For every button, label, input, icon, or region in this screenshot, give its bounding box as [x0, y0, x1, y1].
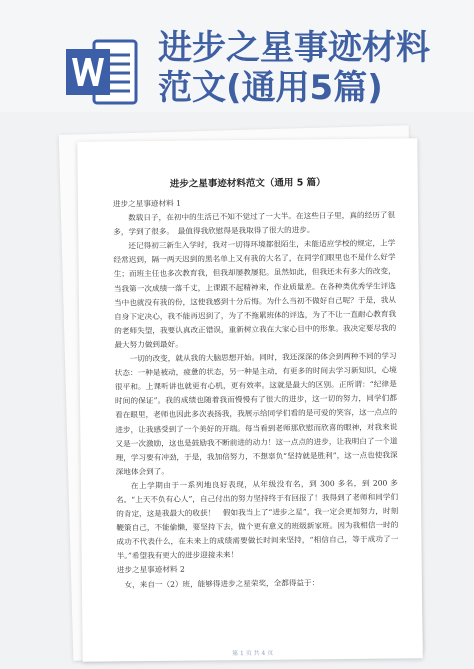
- paragraph: 数载日子，在初中的生活已不知不觉过了一大半。在这些日子里，真的经历了很多，学到了很多。 最值得我欣慰得是我取得了很大的进步。: [113, 210, 396, 237]
- paragraph: 女，来自一（2）班，能够得进步之星荣奖，全都得益于：: [116, 577, 320, 589]
- word-document-icon: [64, 35, 144, 113]
- document-body: [113, 194, 399, 592]
- paragraph: 还记得初三新生入学时，我对一切得环境都很陌生，未能适应学校的规定，上学经常迟到，隔一两天迟到的黑名单上又有我的大名了，在同学们眼里也不是什么好学生；而班主任也多次教育我，但我却屡教屡犯。虽然如此，但我还未有多大的改变，当我第一次成绩一落千丈，上课跟不起精神来，作业质量差。在各种类优秀学生评选当中也就没有我的份，这使我感到十分后悔。为什么当初不做好自己呢？于是，我从自身下定决心，我不能再迟到了，为了不拖累班体的评选，为了不让一直耐心教育我的老师失望，我要认真改正错误，重新树立我在大家心目中的形象。我决定要尽我的最大努力做到最好。: [113, 238, 397, 350]
- section-label-2: 进步之星事迹材料 2: [116, 565, 185, 575]
- page-title: 进步之星事迹材料范文（通用 5 篇）: [169, 177, 326, 190]
- title-line-1: 进步之星事迹材料: [158, 28, 430, 68]
- header-banner: [0, 0, 474, 112]
- paragraph: 一切的改变，就从我的大脑思想开始。同时，我还深深的体会到两种不同的学习状态：一种是被动，疲惫的状态，另一种是主动，有更多的时间去学习新知识，心境很平和。上课听讲也就更有心机，更有效率。这就是最大的区别。正所谓：“纪律是时间的保证”。我的成绩也随着我而慢慢有了很大的进步，这一切的努力，同学们都看在眼里，老师也因此多次表扬我，我展示给同学们看的是可爱的笑容，这一点点的进步，让我感受到了一个美好的开端。每当看到老师那欣慰而欣喜的眼神，对我来说又是一次激励，这也是鼓励我不断前进的动力！这一点点的进步，让我明白了一个道理，学习要有冲劲，于是，我加倍努力，不想辜负“坚持就是胜利”，这一点也使我深深地体会到了。: [114, 351, 398, 477]
- title-line-2: 范文(通用5篇): [158, 68, 383, 108]
- section-label-1: 进步之星事迹材料 1: [112, 198, 181, 209]
- paragraph: 在上学期由于一系列地良好表现，从年级没有名，到 300 多名，到 200 多名。“上天不负有心人”，自己付出的努力坚持终于有回报了！我得到了老师和同学们的肯定，这是我最大的收获！ 假如我当上了“进步之星”，我一定会更加努力，时刻鞭策自己，不能偷懒，要坚持下去，做个更有意义的班级新家班。因为我相信一时的成功不代表什么，在未来上的成绩需要做长时间来坚持，“相信自己，等于成功了一半。”希望我有更大的进步迎接未来！: [115, 478, 399, 561]
- page-indicator: 第 1 页 共 4 页: [232, 649, 274, 658]
- document-page: [77, 138, 422, 662]
- document-title-heading: [158, 28, 458, 108]
